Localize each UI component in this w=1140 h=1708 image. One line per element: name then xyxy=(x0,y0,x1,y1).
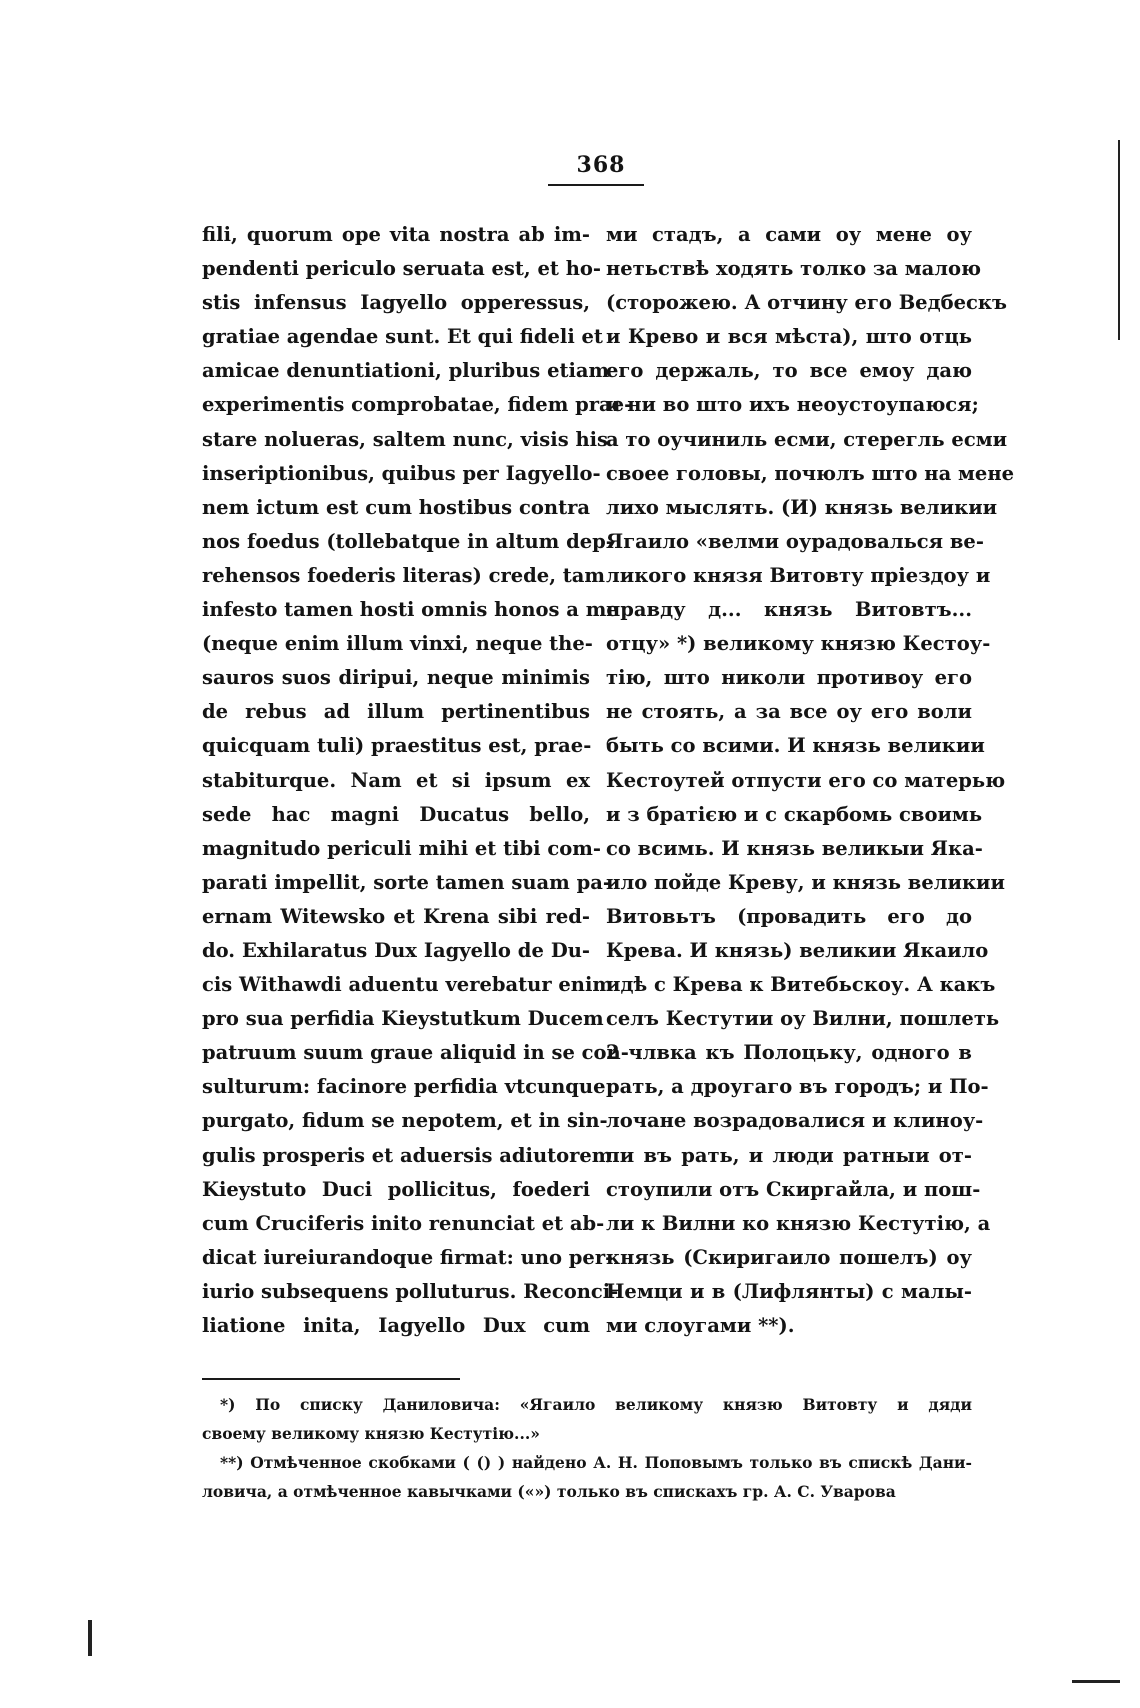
text-line: cis Withawdi aduentu verebatur enim xyxy=(202,973,614,997)
text-line: nos foedus (tollebatque in altum dep- xyxy=(202,529,614,553)
text-line: и з братією и с скарбомь своимь xyxy=(606,802,983,826)
text-line: лихо мыслять. (И) князь великии xyxy=(606,495,998,519)
text-line: Кестоутей отпусти его со матерью xyxy=(606,768,1006,792)
text-line: cum Cruciferis inito renunciat et ab- xyxy=(202,1211,605,1235)
text-line: gulis prosperis et aduersis adiutorem xyxy=(202,1143,613,1167)
text-line: ли к Вилни ко князю Кестутію, а xyxy=(606,1211,991,1235)
text-line: dicat iureiurandoque firmat: uno per- xyxy=(202,1245,614,1269)
text-line: и Крево и вся мѣста), што отць xyxy=(606,325,972,349)
text-line: rehensos foederis literas) crede, tam xyxy=(202,563,606,587)
text-line: pendenti periculo seruata est, et ho- xyxy=(202,257,601,281)
text-line: infesto tamen hosti omnis honos a me xyxy=(202,598,619,622)
text-line: amicae denuntiationi, pluribus etiam xyxy=(202,359,610,383)
text-line: Kieystuto Duci pollicitus, foederi xyxy=(202,1177,590,1201)
footnote-line: *) По списку Даниловича: «Ягаило великому князю Витовту и дяди xyxy=(220,1395,972,1414)
text-line: sede hac magni Ducatus bello, xyxy=(202,802,590,826)
text-line: лочане возрадовалися и клиноу- xyxy=(606,1109,984,1133)
text-line: ли въ рать, и люди ратныи от- xyxy=(606,1143,972,1167)
text-line: sauros suos diripui, neque minimis xyxy=(202,666,590,690)
text-line: Ягаило «велми оурадовалься ве- xyxy=(606,529,984,553)
text-line: magnitudo periculi mihi et tibi com- xyxy=(202,836,601,860)
text-line: purgato, fidum se nepotem, et in sin- xyxy=(202,1109,608,1133)
text-line: inseriptionibus, quibus per Iagyello- xyxy=(202,461,601,485)
scan-mark xyxy=(88,1620,92,1656)
text-line: quicquam tuli) praestitus est, prae- xyxy=(202,734,592,758)
text-line: и ни во што ихъ неоустоупаюся; xyxy=(606,393,979,417)
text-line: Крева. И князь) великии Якаило xyxy=(606,938,989,962)
text-line: stis infensus Iagyello opperessus, xyxy=(202,291,590,315)
text-line: liatione inita, Iagyello Dux cum xyxy=(202,1314,590,1337)
text-line: ernam Witewsko et Krena sibi red- xyxy=(202,904,590,928)
text-line: тію, што николи противоу его xyxy=(606,666,972,690)
text-line: sulturum: facinore perfidia vtcunque xyxy=(202,1075,606,1099)
scan-mark xyxy=(1118,140,1120,340)
text-line: nem ictum est cum hostibus contra xyxy=(202,495,590,519)
footnote-line: **) Отмѣченное скобками ( () ) найдено А. Н. Поповымъ только въ спискѣ Дани- xyxy=(220,1453,972,1472)
text-line: а то оучиниль есми, стерегль есми xyxy=(606,427,1008,451)
scan-mark xyxy=(1072,1680,1120,1683)
text-line: нетьствѣ ходять толко за малою xyxy=(606,257,982,281)
text-line: князь (Скиригаило пошелъ) оу xyxy=(606,1245,972,1269)
text-line: селъ Кестутии оу Вилни, пошлеть xyxy=(606,1007,1000,1031)
text-line: правду д... князь Витовтъ... xyxy=(606,598,972,622)
text-line: ило пойде Креву, и князь великии xyxy=(606,870,1005,894)
text-line: experimentis comprobatae, fidem prae- xyxy=(202,393,633,417)
text-line: отцу» *) великому князю Кестоу- xyxy=(606,632,991,656)
text-line: stare nolueras, saltem nunc, visis his xyxy=(202,427,609,451)
text-line: (сторожею. А отчину его Ведбескъ xyxy=(606,291,1007,315)
text-line: Немци и в (Лифлянты) с малы- xyxy=(606,1279,972,1303)
text-line: своее головы, почюлъ што на мене xyxy=(606,461,1015,485)
text-line: со всимь. И князь великыи Яка- xyxy=(606,836,983,860)
text-line: parati impellit, sorte tamen suam pa- xyxy=(202,870,611,894)
chronicle-column xyxy=(606,218,1015,1343)
text-line: рать, а дроугаго въ городъ; и По- xyxy=(606,1075,989,1099)
text-line: не стоять, а за все оу его воли xyxy=(606,700,972,724)
text-line: быть со всими. И князь великии xyxy=(606,734,985,758)
text-line: de rebus ad illum pertinentibus xyxy=(202,700,590,724)
text-line: стоупили отъ Скиргайла, и пош- xyxy=(606,1177,981,1201)
header-rule xyxy=(548,184,644,186)
text-line: ми стадъ, а сами оу мене оу xyxy=(606,223,972,246)
text-line: ликого князя Витовту пріездоу и xyxy=(606,563,991,587)
text-line: do. Exhilaratus Dux Iagyello de Du- xyxy=(202,938,590,962)
footnote-rule xyxy=(202,1378,460,1380)
text-line: его держаль, то все емоу даю xyxy=(606,359,972,383)
page-number: 368 xyxy=(576,152,626,178)
text-line: Витовьтъ (провадить его до xyxy=(606,904,972,928)
latin-column xyxy=(202,218,633,1343)
text-line: 2 члвка къ Полоцьку, одного в xyxy=(606,1041,972,1065)
text-line: stabiturque. Nam et si ipsum ex xyxy=(202,768,590,792)
text-line: ми слоугами **). xyxy=(606,1314,795,1337)
text-line: идѣ с Крева к Витебьскоу. А какъ xyxy=(606,973,996,997)
text-line: fili, quorum ope vita nostra ab im- xyxy=(202,223,590,246)
text-line: pro sua perfidia Kieystutkum Ducem xyxy=(202,1007,604,1031)
footnote-line: своему великому князю Кестутію...» xyxy=(202,1424,540,1443)
text-line: iurio subsequens polluturus. Reconci- xyxy=(202,1279,619,1303)
footnotes xyxy=(202,1390,972,1506)
footnote-line: ловича, а отмѣченное кавычками («») только въ спискахъ гр. А. С. Уварова xyxy=(202,1482,896,1501)
text-line: patruum suum graue aliquid in se con- xyxy=(202,1041,629,1065)
text-line: gratiae agendae sunt. Et qui fideli et xyxy=(202,325,603,349)
text-line: (neque enim illum vinxi, neque the- xyxy=(202,632,593,656)
